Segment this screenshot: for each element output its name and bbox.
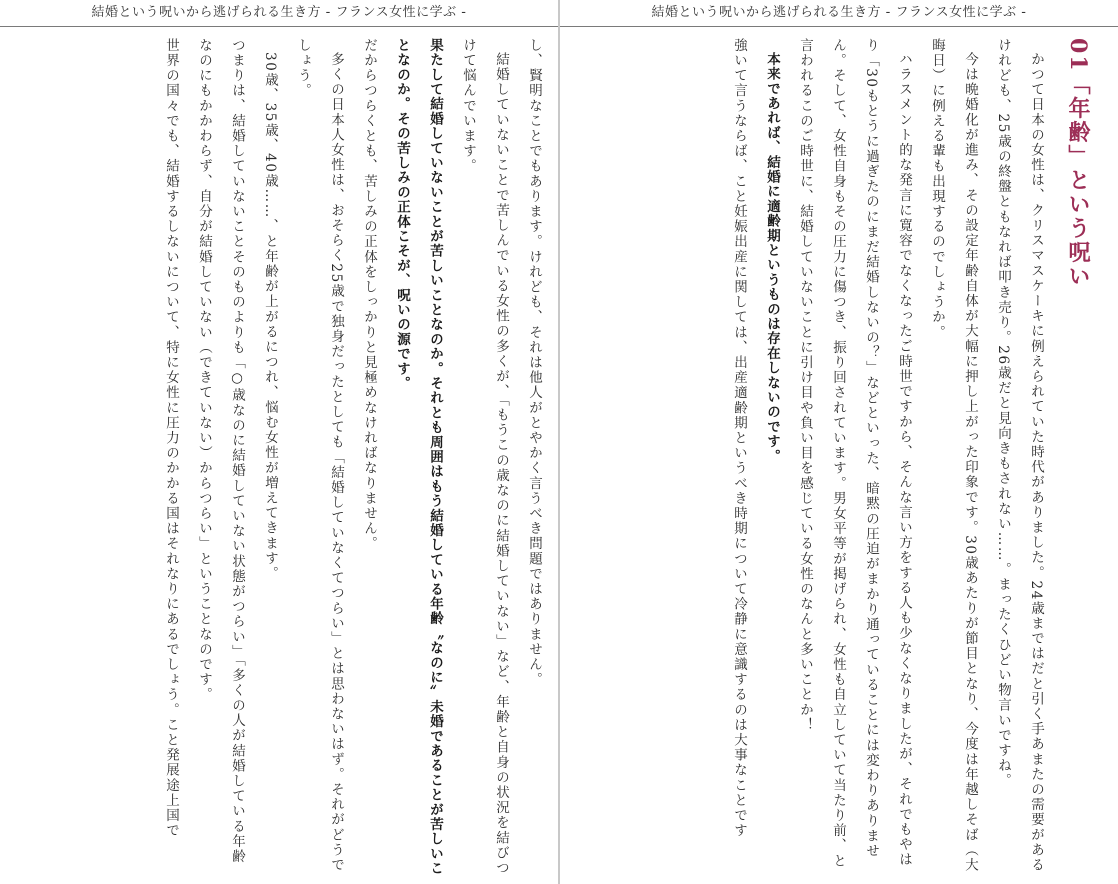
left-page-body: [8, 38, 550, 876]
emphasis-paragraph: 果たして結婚していないことが苦しいことなのか。それとも周囲はもう結婚している年齢〝なのに〟未婚であることが苦しいことなのか。その苦しみの正体こそが、呪いの源です。: [394, 38, 443, 876]
emphasis-paragraph: 本来であれば、結婚に適齢期というものは存在しないのです。: [764, 51, 780, 464]
body-paragraph: 強いて言うならば、こと妊娠出産に関しては、出産適齢期というべき時期について冷静に意識するのは大事なことです: [731, 38, 747, 839]
running-header-left: 結婚という呪いから逃げられる生き方 - フランス女性に学ぶ -: [0, 0, 558, 27]
body-paragraph: 30歳、35歳、40歳……、と年齢が上がるにつれ、悩む女性が増えてきます。: [262, 51, 278, 581]
body-paragraph: だからつらくとも、苦しみの正体をしっかりと見極めなければなりません。: [361, 38, 377, 552]
body-paragraph: 今は晩婚化が進み、その設定年齢自体が大幅に押し上がった印象です。30歳あたりが節目となり、今度は年越しそば（大晦日）に例える輩も出現するのでしょうか。: [929, 38, 978, 873]
body-paragraph: かつて日本の女性は、クリスマスケーキに例えられていた時代がありました。24歳まではだと引く手あまたの需要があるけれども、25歳の終盤ともなれば叩き売り。26歳だと見向きもされない……。まったくひどい物言いですね。: [995, 38, 1044, 873]
body-paragraph: 世界の国々でも、結婚するしないについて、特に女性に圧力のかかる国はそれなりにあるでしょう。こと発展途上国で: [163, 38, 179, 839]
body-paragraph: し、賢明なことでもあります。けれども、それは他人がとやかく言うべき問題ではありません。: [526, 38, 542, 688]
right-page-body: [574, 38, 1106, 876]
page-gutter: [558, 0, 560, 884]
body-paragraph: 多くの日本人女性は、おそらく25歳で独身だったとしても「結婚していなくてつらい」とは思わないはず。それがどうでしょう。: [295, 38, 344, 873]
body-paragraph: 結婚していないことで苦しんでいる女性の多くが、「もうこの歳なのに結婚していない」など、年齢と自身の状況を結びつけて悩んでいます。: [460, 38, 509, 876]
body-paragraph: つまりは、結婚していないことそのものよりも「○歳なのに結婚していない状態がつらい」「多くの人が結婚している年齢なのにもかかわらず、自分が結婚していない（できていない）からつらい」ということなのです。: [196, 38, 245, 865]
left-page: [0, 0, 558, 884]
right-page: [560, 0, 1118, 884]
running-header-right: 結婚という呪いから逃げられる生き方 - フランス女性に学ぶ -: [560, 0, 1118, 27]
chapter-heading: 01「年齢」という呪い: [1065, 38, 1091, 289]
body-paragraph: ハラスメント的な発言に寛容でなくなったご時世ですから、そんな言い方をする人も少なくなりましたが、それでもやはり「30もとうに過ぎたのにまだ結婚しないの？」などといった、暗黙の圧迫がまかり通っていることには変わりありません。そして、女性自身もその圧力に傷つき、振り回されています。男女平等が掲げられ、女性も自立していて当たり前、と言われるこのご時世に、結婚していないことに引け目や負い目を感じている女性のなんと多いことか！: [797, 38, 912, 869]
